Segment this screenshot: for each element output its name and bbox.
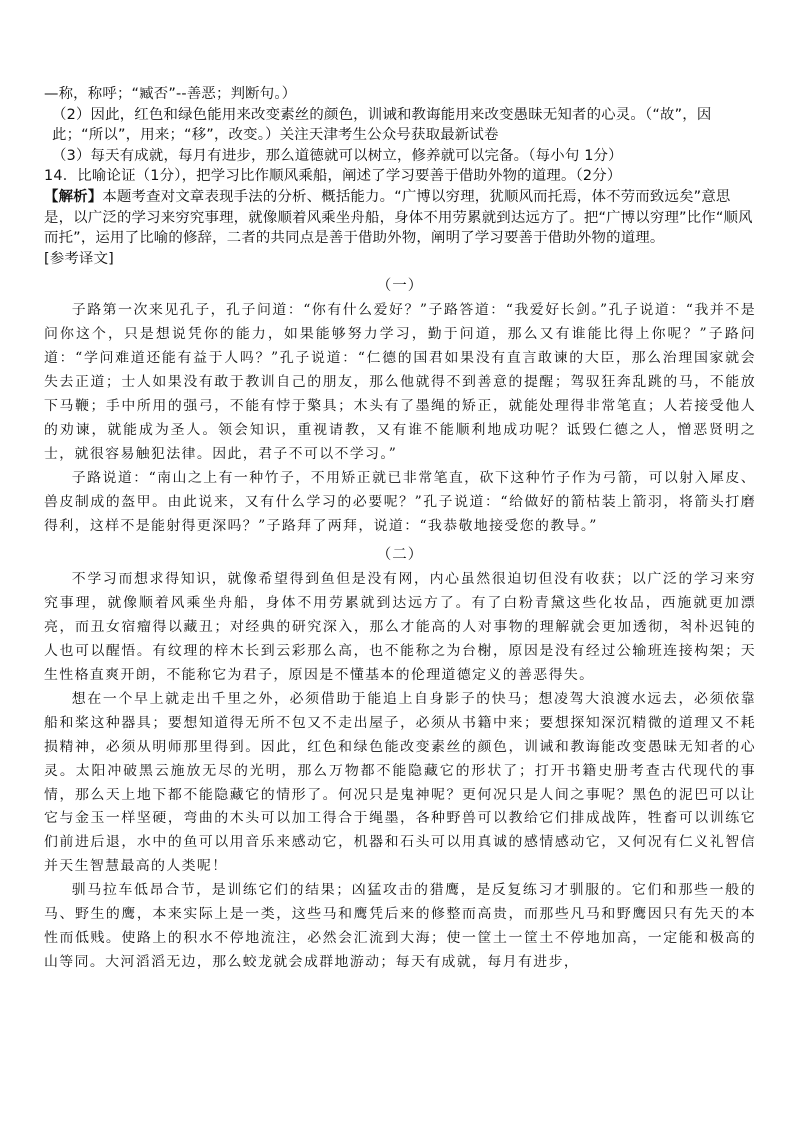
answer-item-3: （3）每天有成就，每月有进步，那么道德就可以树立，修养就可以完备。（每小句 1分） <box>52 147 623 164</box>
section-2-paragraph-2: 想在一个早上就走出千里之外，必须借助于能追上自身影子的快马；想凌驾大浪渡水远去，必须依靠船和桨这种器具；要想知道得无所不包又不走出屋子，必须从书籍中来；要想探知深沉精微的道理又不耗损精神，必须从明师那里得到。因此，红色和绿色能改变素丝的颜色，训诫和教诲能改变愚昧无知者的心灵。太阳冲破黑云施放无尽的光明，那么万物都不能隐藏它的形状了；打开书籍史册考查古代现代的事情，那么天上地下都不能隐藏它的情形了。何况只是鬼神呢？更何况只是人间之事呢？黑色的泥巴可以让它与金玉一样坚硬，弯曲的木头可以加工得合于绳墨，各种野兽可以教给它们排成战阵，牲畜可以训练它们前进后退，水中的鱼可以用音乐来感动它，机器和石头可以用真诚的感情感动它，又何况有仁义礼智信并天生智慧最高的人类呢！ <box>44 690 756 875</box>
section-1-paragraph-1: 子路第一次来见孔子，孔子问道：“你有什么爱好？”子路答道：“我爱好长剑。”孔子说道：“我并不是问你这个，只是想说凭你的能力，如果能够努力学习，勤于问道，那么又有谁能比得上你呢？”子路问道：“学问难道还能有益于人吗？”孔子说道：“仁德的国君如果没有直言敢谏的大臣，那么治理国家就会失去正道；士人如果没有敢于教训自己的朋友，那么他就得不到善意的提醒；驾驭狂奔乱跳的马，不能放下马鞭；手中所用的强弓，不能有悖于檠具；木头有了墨绳的矫正，就能处理得非常笔直；人若接受他人的劝谏，就能成为圣人。领会知识，重视请教，又有谁不能顺利地成功呢？诋毁仁德之人，憎恶贤明之士，就很容易触犯法律。因此，君子不可以不学习。” <box>44 302 756 462</box>
section-1-paragraph-2: 子路说道：“南山之上有一种竹子，不用矫正就已非常笔直，砍下这种竹子作为弓箭，可以射入犀皮、兽皮制成的盔甲。由此说来，又有什么学习的必要呢？”孔子说道：“给做好的箭枯装上箭羽，将箭头打磨得利，这样不是能射得更深吗？”子路拜了两拜，说道：“我恭敬地接受您的教导。” <box>44 469 756 534</box>
question-14-answer: 14．比喻论证（1分），把学习比作顺风乘船，阐述了学习要善于借助外物的道理。（2分） <box>44 168 622 185</box>
analysis-paragraph <box>44 187 756 249</box>
answer-section <box>44 84 756 269</box>
section-2-heading: （二） <box>376 547 424 564</box>
translation-section-1 <box>44 275 756 538</box>
answer-item-2: （2）因此，红色和绿色能用来改变素丝的颜色，训诫和教诲能用来改变愚昧无知者的心灵。（“故”，因此；“所以”，用来；“移”，改变。）关注天津考生公众号获取最新试卷 <box>52 106 712 144</box>
document-page <box>44 84 756 975</box>
answer-line-1: —称，称呼；“臧否”--善恶；判断句。） <box>44 86 297 102</box>
section-2-paragraph-3: 驯马拉车低昂合节，是训练它们的结果；凶猛攻击的猎鹰，是反复练习才驯服的。它们和那些一般的马、野生的鹰，本来实际上是一类，这些马和鹰凭后来的修整而高贵，而那些凡马和野鹰因只有先天的本性而低贱。使路上的积水不停地流注，必然会汇流到大海；使一筐土一筐土不停地加高，一定能和极高的山等同。大河滔滔无边，那么蛟龙就会成群地游动；每天有成就，每月有进步， <box>44 882 756 970</box>
reference-translation-label: [参考译文] <box>44 250 114 267</box>
analysis-text: 本题考查对文章表现手法的分析、概括能力。“广博以穷理，犹顺风而托焉，体不劳而致远矣”意思是，以广泛的学习来穷究事理，就像顺着风乘坐舟船，身体不用劳累就到达远方了。把“广博以穷理”比作“顺风而托”，运用了比喻的修辞，二者的共同点是善于借助外物，阐明了学习要善于借助外物的道理。 <box>44 188 753 247</box>
translation-section-2 <box>44 544 756 974</box>
section-1-heading: （一） <box>376 278 424 295</box>
section-2-paragraph-1: 不学习而想求得知识，就像希望得到鱼但是没有网，内心虽然很迫切但没有收获；以广泛的学习来穷究事理，就像顺着风乘坐舟船，身体不用劳累就到达远方了。有了白粉青黛这些化妆品，西施就更加漂亮，而丑女宿瘤得以藏丑；对经典的研究深入，那么才能高的人对事物的理解就会更加透彻，척朴迟钝的人也可以醒悟。有纹理的梓木长到云彩那么高，也不能称之为台榭，原因是没有经过公输班连接构架；天生性格直爽开朗，不能称它为君子，原因是不懂基本的伦理道德定义的善恶得失。 <box>44 571 756 684</box>
analysis-tag: 【解析】 <box>44 188 103 205</box>
